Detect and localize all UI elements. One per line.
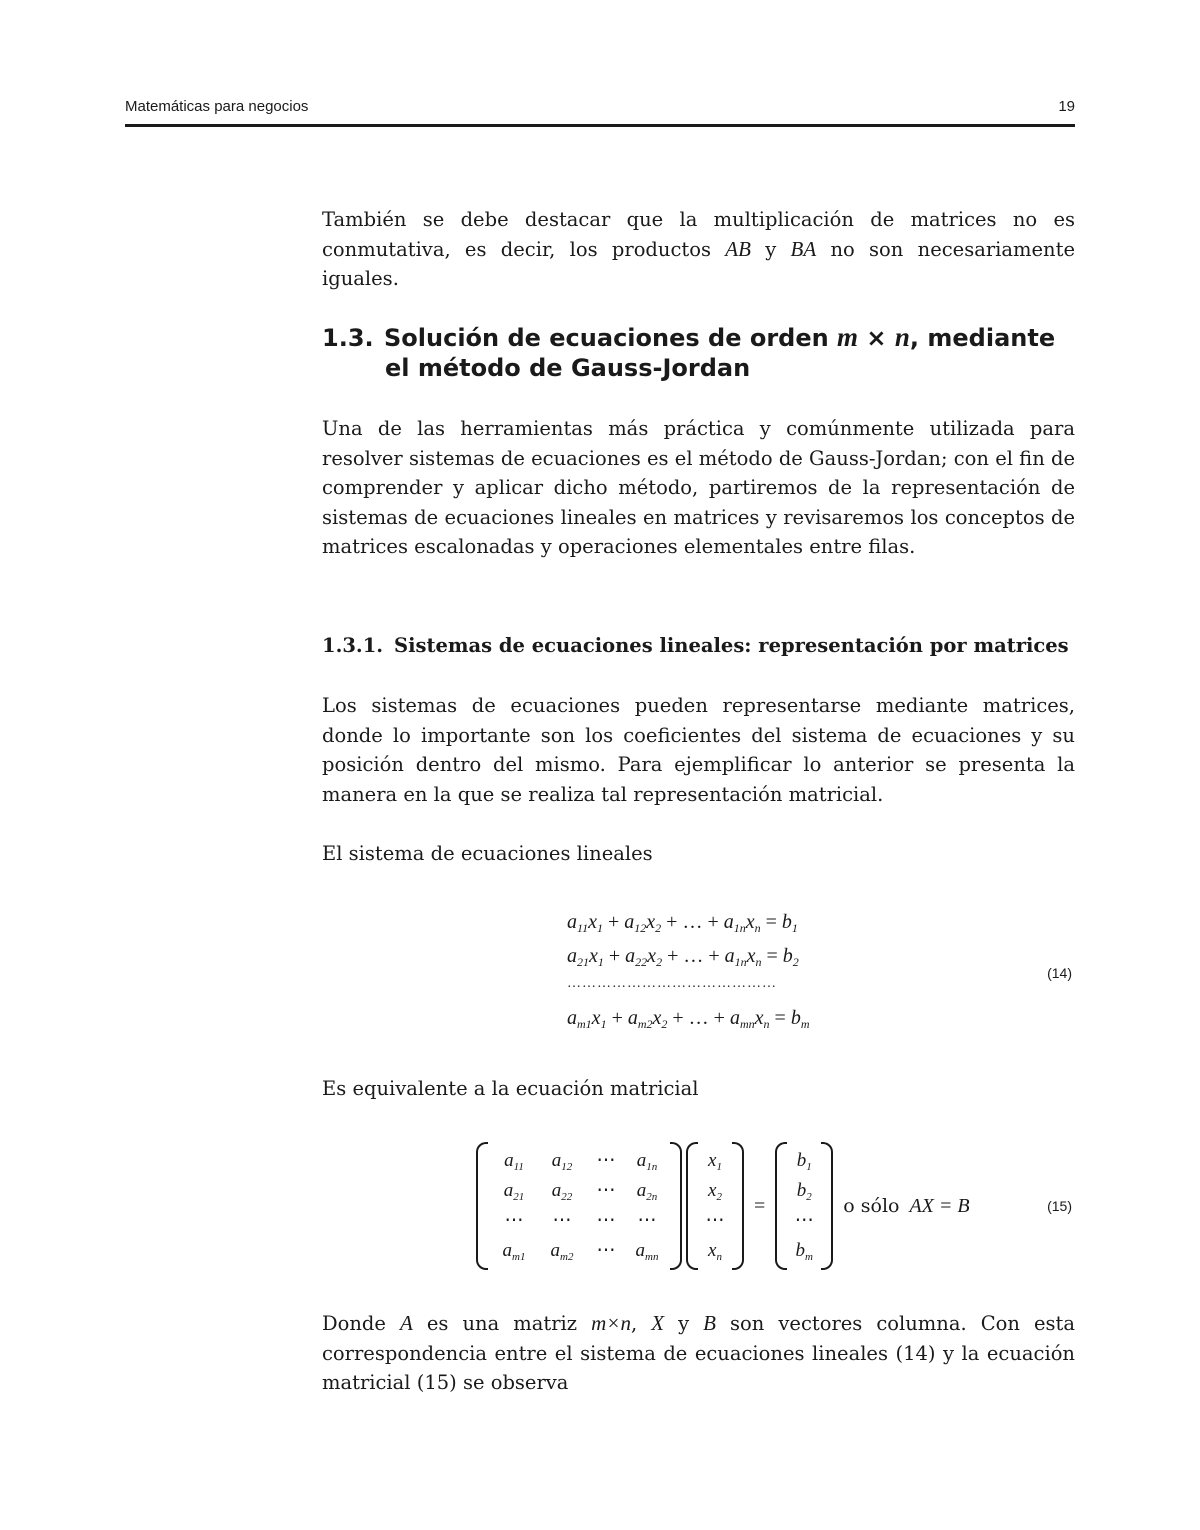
paragraph-correspondence: Donde A es una matriz m×n, X y B son vectores columna. Con esta correspondencia entre el sistema de ecuaciones lineales (14) y la ecuación matricial (15) se observa bbox=[322, 1311, 1076, 1394]
matrix-equation-15 bbox=[476, 1142, 970, 1270]
left-paren bbox=[775, 1142, 787, 1270]
equation-row-1: $a_{11}x_1 + a_{12}x_2$ + … + $a_{1n}x_n = b_1$ bbox=[567, 911, 798, 935]
equation-dots-row: …………………………………… bbox=[567, 976, 777, 991]
right-paren bbox=[732, 1142, 744, 1270]
running-header bbox=[125, 98, 1075, 115]
matrix-a: $a_{11}$ $a_{12}$ ⋯ $a_{1n}$ $a_{21}$ $a_{22}$ ⋯ $a_{2n}$ ⋯ ⋯ ⋯ ⋯ $a_{m1}$ $a_{m2}$ ⋯ $a_{mn}$ bbox=[476, 1142, 682, 1270]
right-paren bbox=[670, 1142, 682, 1270]
section-number: 1.3. bbox=[322, 324, 374, 352]
equation-system-14 bbox=[567, 905, 809, 1035]
subsection-title: Sistemas de ecuaciones lineales: representación por matrices bbox=[394, 634, 1069, 657]
para1-block bbox=[322, 414, 1075, 562]
header-rule bbox=[125, 124, 1075, 127]
paragraph-gauss-jordan: Una de las herramientas más práctica y comúnmente utilizada para resolver sistemas de ecuaciones es el método de Gauss-Jordan; con el fin de comprender y aplicar dicho método, partiremos de la representación de sistemas de ecuaciones lineales en matrices y revisaremos los conceptos de matrices escalonadas y operaciones elementales entre filas. bbox=[322, 417, 1075, 558]
equation-row-2: $a_{21}x_1 + a_{22}x_2$ + … + $a_{1n}x_n = b_2$ bbox=[567, 945, 799, 969]
paragraph-system-intro: El sistema de ecuaciones lineales bbox=[322, 842, 653, 865]
subsection-number: 1.3.1. bbox=[322, 634, 384, 657]
math-n: n bbox=[894, 322, 910, 352]
subsection-heading bbox=[322, 632, 1082, 660]
math-ba: BA bbox=[790, 236, 817, 261]
equation-row-m: $a_{m1}x_1 + a_{m2}x_2$ + … + $a_{mn}x_n = b_m$ bbox=[567, 1007, 810, 1031]
equation-number-15: (15) bbox=[1047, 1198, 1072, 1214]
intro-paragraph: También se debe destacar que la multiplicación de matrices no es conmutativa, es decir, los productos AB y BA no son necesariamente iguales. bbox=[322, 208, 1075, 290]
para3-block bbox=[322, 839, 1075, 869]
matrix-relation: AX = B bbox=[909, 1194, 970, 1217]
page-number: 19 bbox=[1058, 98, 1075, 115]
intro-block bbox=[322, 205, 1075, 294]
para2-block bbox=[322, 691, 1075, 809]
math-x: X bbox=[651, 1311, 665, 1335]
section-heading-line2: el método de Gauss-Jordan bbox=[385, 354, 751, 382]
math-m: m bbox=[837, 322, 859, 352]
vector-x: $x_1$ $x_2$ ⋯ $x_n$ bbox=[686, 1142, 744, 1270]
running-title: Matemáticas para negocios bbox=[125, 98, 309, 115]
para4-block bbox=[322, 1074, 1075, 1104]
paragraph-matrix-equation-intro: Es equivalente a la ecuación matricial bbox=[322, 1077, 699, 1100]
para5-block bbox=[322, 1309, 1075, 1398]
equation-number-14: (14) bbox=[1047, 965, 1072, 981]
vector-b: $b_1$ $b_2$ ⋯ $b_m$ bbox=[775, 1142, 833, 1270]
right-paren bbox=[821, 1142, 833, 1270]
math-a: A bbox=[400, 1311, 413, 1335]
math-ab: AB bbox=[725, 236, 751, 261]
math-b: B bbox=[703, 1311, 716, 1335]
math-mxn: m×n bbox=[591, 1311, 631, 1335]
paragraph-representation: Los sistemas de ecuaciones pueden representarse mediante matrices, donde lo importante son los coeficientes del sistema de ecuaciones y su posición dentro del mismo. Para ejemplificar lo anterior se presenta la manera en la que se realiza tal representación matricial. bbox=[322, 694, 1075, 806]
section-heading: 1.3. Solución de ecuaciones de orden m × n, mediante el método de Gauss-Jordan bbox=[322, 322, 1082, 383]
left-paren bbox=[476, 1142, 488, 1270]
equals-sign: = bbox=[754, 1194, 766, 1217]
left-paren bbox=[686, 1142, 698, 1270]
or-only-text: o sólo AX = B bbox=[843, 1194, 970, 1217]
